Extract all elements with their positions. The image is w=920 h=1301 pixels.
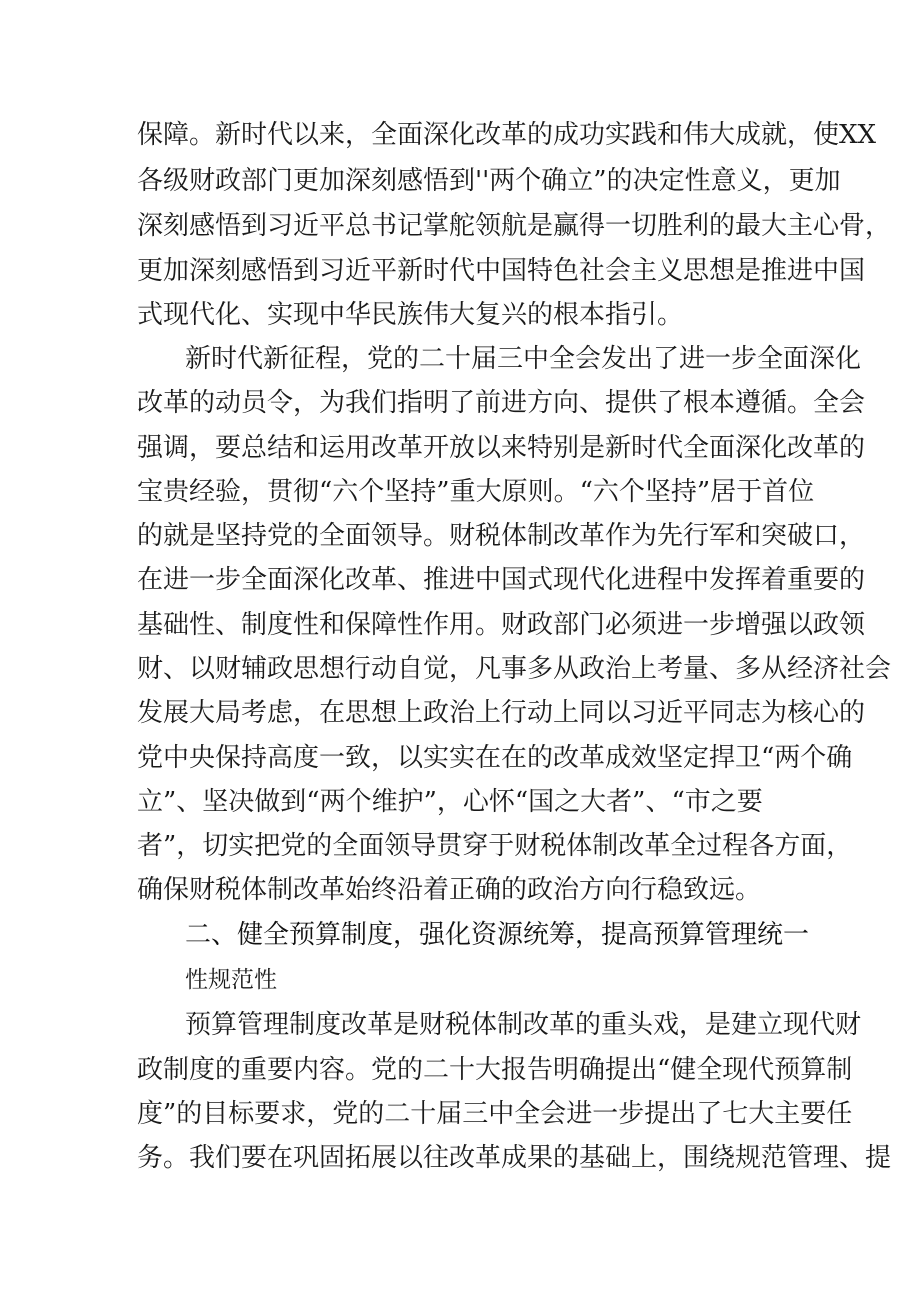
text-line: 在进一步全面深化改革、推进中国式现代化进程中发挥着重要的 xyxy=(137,565,866,595)
text-line: 深刻感悟到习近平总书记掌舵领航是赢得一切胜利的最大主心骨， xyxy=(137,211,892,241)
text-line: 确保财税体制改革始终沿着正确的政治方向行稳致远。 xyxy=(137,875,762,905)
text-line: 各级财政部门更加深刻感悟到''两个确立”的决定性意义，更加 xyxy=(137,166,841,196)
text-line: 更加深刻感悟到习近平新时代中国特色社会主义思想是推进中国 xyxy=(137,256,866,286)
text-line: 的就是坚持党的全面领导。财税体制改革作为先行军和突破口， xyxy=(137,521,866,551)
text-line: 改革的动员令，为我们指明了前进方向、提供了根本遵循。全会 xyxy=(137,388,866,418)
text-line: 者”，切实把党的全面领导贯穿于财税体制改革全过程各方面， xyxy=(137,831,853,861)
text-line: 度”的目标要求，党的二十届三中全会进一步提出了七大主要任 xyxy=(137,1099,853,1129)
text-line: 立”、坚决做到“两个维护”，心怀“国之大者”、“市之要 xyxy=(137,787,763,817)
section-heading-line-1: 二、健全预算制度，强化资源统筹，提高预算管理统一 xyxy=(185,920,810,950)
text-line: 宝贵经验，贯彻“六个坚持”重大原则。“六个坚持”居于首位 xyxy=(137,477,815,507)
text-line: 保障。新时代以来，全面深化改革的成功实践和伟大成就，使XX xyxy=(137,120,877,150)
text-line: 强调，要总结和运用改革开放以来特别是新时代全面深化改革的 xyxy=(137,433,866,463)
section-heading-line-2: 性规范性 xyxy=(185,967,277,993)
text-line: 发展大局考虑，在思想上政治上行动上同以习近平同志为核心的 xyxy=(137,698,866,728)
text-line: 政制度的重要内容。党的二十大报告明确提出“健全现代预算制 xyxy=(137,1055,853,1085)
text-line: 党中央保持高度一致，以实实在在的改革成效坚定捍卫“两个确 xyxy=(137,743,853,773)
text-line: 基础性、制度性和保障性作用。财政部门必须进一步增强以政领 xyxy=(137,610,866,640)
text-line: 新时代新征程，党的二十届三中全会发出了进一步全面深化 xyxy=(185,344,862,374)
text-line: 式现代化、实现中华民族伟大复兴的根本指引。 xyxy=(137,300,684,330)
text-line: 财、以财辅政思想行动自觉，凡事多从政治上考量、多从经济社会 xyxy=(137,654,892,684)
text-line: 预算管理制度改革是财税体制改革的重头戏，是建立现代财 xyxy=(185,1010,862,1040)
text-line: 务。我们要在巩固拓展以往改革成果的基础上，围绕规范管理、提 xyxy=(137,1143,892,1173)
